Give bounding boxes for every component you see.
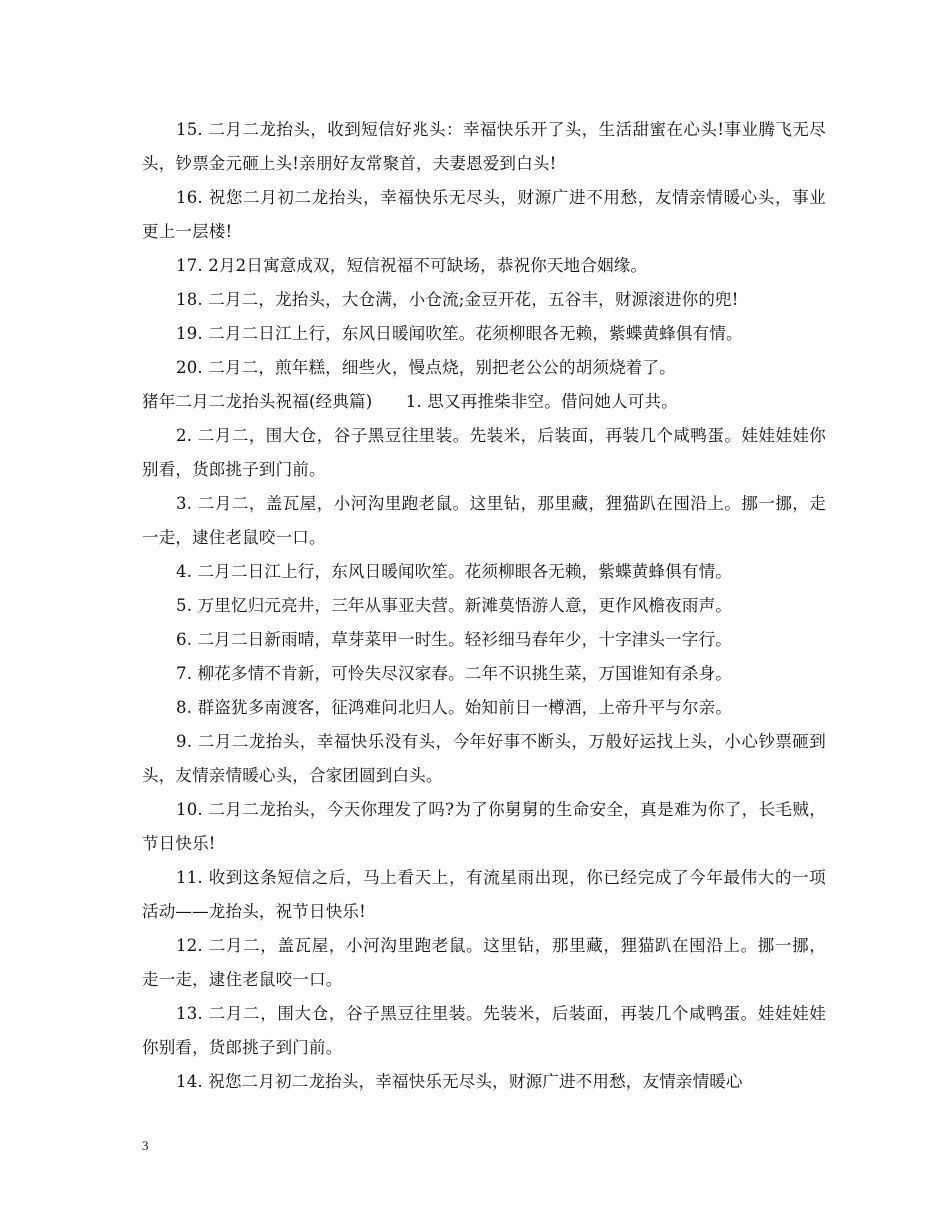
section-heading-line: 猪年二月二龙抬头祝福(经典篇) 1. 思又再推柴非空。借问她人可共。 bbox=[142, 392, 678, 411]
paragraph-16: 16. 祝您二月初二龙抬头，幸福快乐无尽头，财源广进不用愁，友情亲情暖心头，事业更上一层楼! bbox=[142, 188, 826, 241]
paragraph-2: 2. 二月二，围大仓，谷子黑豆往里装。先装米，后装面，再装几个咸鸭蛋。娃娃娃娃你别看，货郎挑子到门前。 bbox=[142, 426, 826, 479]
paragraph-12: 12. 二月二，盖瓦屋，小河沟里跑老鼠。这里钻，那里藏，狸猫趴在囤沿上。挪一挪，走一走，逮住老鼠咬一口。 bbox=[142, 936, 826, 989]
paragraph-7: 7. 柳花多情不肯新，可怜失尽汉家春。二年不识挑生菜，万国谁知有杀身。 bbox=[176, 664, 732, 683]
paragraph-20: 20. 二月二，煎年糕，细些火，慢点烧，别把老公公的胡须烧着了。 bbox=[176, 358, 676, 377]
paragraph-11: 11. 收到这条短信之后，马上看天上，有流星雨出现，你已经完成了今年最伟大的一项活动——龙抬头，祝节日快乐! bbox=[142, 868, 826, 921]
paragraph-10: 10. 二月二龙抬头，今天你理发了吗?为了你舅舅的生命安全，真是难为你了，长毛贼，节日快乐! bbox=[142, 800, 826, 853]
paragraph-13: 13. 二月二，围大仓，谷子黑豆往里装。先装米，后装面，再装几个咸鸭蛋。娃娃娃娃你别看，货郎挑子到门前。 bbox=[142, 1004, 826, 1057]
paragraph-18: 18. 二月二，龙抬头，大仓满，小仓流;金豆开花，五谷丰，财源滚进你的兜! bbox=[176, 290, 739, 309]
paragraph-15: 15. 二月二龙抬头，收到短信好兆头：幸福快乐开了头，生活甜蜜在心头!事业腾飞无尽头，钞票金元砸上头!亲朋好友常聚首，夫妻恩爱到白头! bbox=[142, 120, 826, 173]
paragraph-14: 14. 祝您二月初二龙抬头，幸福快乐无尽头，财源广进不用愁，友情亲情暖心 bbox=[176, 1072, 743, 1091]
paragraph-3: 3. 二月二，盖瓦屋，小河沟里跑老鼠。这里钻，那里藏，狸猫趴在囤沿上。挪一挪，走一走，逮住老鼠咬一口。 bbox=[142, 494, 826, 547]
paragraph-6: 6. 二月二日新雨晴，草芽菜甲一时生。轻衫细马春年少，十字津头一字行。 bbox=[176, 630, 732, 649]
paragraph-17: 17. 2月2日寓意成双，短信祝福不可缺场，恭祝你天地合姻缘。 bbox=[176, 256, 648, 275]
paragraph-9: 9. 二月二龙抬头，幸福快乐没有头，今年好事不断头，万般好运找上头，小心钞票砸到头，友情亲情暖心头，合家团圆到白头。 bbox=[142, 732, 826, 785]
document-body bbox=[142, 113, 826, 1099]
paragraph-19: 19. 二月二日江上行，东风日暖闻吹笙。花须柳眼各无赖，紫蝶黄蜂俱有情。 bbox=[176, 324, 743, 343]
paragraph-5: 5. 万里忆归元亮井，三年从事亚夫营。新滩莫悟游人意，更作风檐夜雨声。 bbox=[176, 596, 732, 615]
paragraph-4: 4. 二月二日江上行，东风日暖闻吹笙。花须柳眼各无赖，紫蝶黄蜂俱有情。 bbox=[176, 562, 732, 581]
page-number: 3 bbox=[142, 1138, 149, 1153]
paragraph-8: 8. 群盗犹多南渡客，征鸿难问北归人。始知前日一樽酒，上帝升平与尔亲。 bbox=[176, 698, 732, 717]
